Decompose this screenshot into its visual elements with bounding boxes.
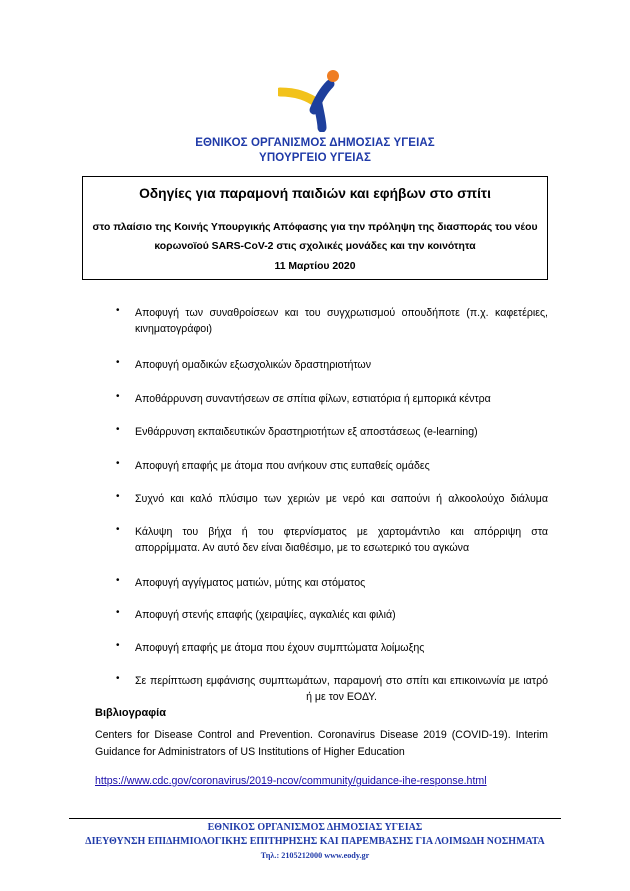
bullet-icon: •: [116, 640, 120, 651]
list-item-text: Κάλυψη του βήχα ή του φτερνίσματος με χαρτομάντιλο και απόρριψη στα: [135, 526, 548, 538]
footer-department: ΔΙΕΥΘΥΝΣΗ ΕΠΙΔΗΜΙΟΛΟΓΙΚΗΣ ΕΠΙΤΗΡΗΣΗΣ ΚΑΙ ΠΑΡΕΜΒΑΣΗΣ ΓΙΑ ΛΟΙΜΩΔΗ ΝΟΣΗΜΑΤΑ: [85, 836, 545, 847]
subtitle-line-2: κορωνοϊού SARS-CoV-2 στις σχολικές μονάδες και την κοινότητα: [154, 241, 476, 252]
bullet-icon: •: [116, 524, 120, 535]
footer-contact: Τηλ.: 2105212000 www.eody.gr: [260, 851, 370, 860]
list-item-text: Αποφυγή στενής επαφής (χειραψίες, αγκαλιές και φιλιά): [135, 609, 396, 621]
list-item-text: Αποφυγή επαφής με άτομα που έχουν συμπτώματα λοίμωξης: [135, 642, 425, 654]
bullet-icon: •: [116, 607, 120, 618]
bullet-icon: •: [116, 424, 120, 435]
bibliography-reference: [95, 727, 548, 761]
ministry-title: ΥΠΟΥΡΓΕΙΟ ΥΓΕΙΑΣ: [259, 152, 371, 164]
document-title: Οδηγίες για παραμονή παιδιών και εφήβων στο σπίτι: [139, 186, 491, 201]
footer-divider: [69, 818, 561, 819]
list-item-text: απορρίμματα. Αν αυτό δεν είναι διαθέσιμο, με το εσωτερικό του αγκώνα: [135, 542, 470, 554]
reference-link[interactable]: https://www.cdc.gov/coronavirus/2019-ncov/community/guidance-ihe-response.html: [95, 775, 487, 787]
list-item-text: Σε περίπτωση εμφάνισης συμπτωμάτων, παραμονή στο σπίτι και επικοινωνία με ιατρό: [135, 675, 548, 687]
bullet-icon: •: [116, 305, 120, 316]
bullet-icon: •: [116, 673, 120, 684]
reference-line: Centers for Disease Control and Prevention. Coronavirus Disease 2019 (COVID-19). Interim: [95, 729, 548, 741]
list-item-text: Αποθάρρυνση συναντήσεων σε σπίτια φίλων, εστιατόρια ή εμπορικά κέντρα: [135, 393, 491, 405]
bullet-icon: •: [116, 491, 120, 502]
title-box: [82, 176, 548, 280]
document-date: 11 Μαρτίου 2020: [274, 261, 356, 272]
list-item-text: Αποφυγή των συναθροίσεων και του συγχρωτισμού οπουδήποτε (π.χ. καφετέριες,: [135, 307, 548, 319]
list-item-text: Αποφυγή επαφής με άτομα που ανήκουν στις ευπαθείς ομάδες: [135, 460, 430, 472]
bibliography-heading: Βιβλιογραφία: [95, 707, 166, 719]
list-item-text: Αποφυγή ομαδικών εξωσχολικών δραστηριοτήτων: [135, 359, 371, 371]
subtitle-line-1: στο πλαίσιο της Κοινής Υπουργικής Απόφασης για την πρόληψη της διασποράς του νέου: [92, 222, 538, 233]
list-item-text: ή με τον ΕΟΔΥ.: [306, 691, 377, 703]
list-item-text: Ενθάρρυνση εκπαιδευτικών δραστηριοτήτων εξ αποστάσεως (e-learning): [135, 426, 478, 438]
bullet-icon: •: [116, 357, 120, 368]
org-title: ΕΘΝΙΚΟΣ ΟΡΓΑΝΙΣΜΟΣ ΔΗΜΟΣΙΑΣ ΥΓΕΙΑΣ: [195, 137, 435, 149]
bullet-icon: •: [116, 575, 120, 586]
bullet-icon: •: [116, 458, 120, 469]
document-subtitle: [83, 218, 547, 256]
eody-logo-icon: [278, 70, 348, 132]
footer-org: ΕΘΝΙΚΟΣ ΟΡΓΑΝΙΣΜΟΣ ΔΗΜΟΣΙΑΣ ΥΓΕΙΑΣ: [207, 822, 423, 833]
list-item-text: Συχνό και καλό πλύσιμο των χεριών με νερό και σαπούνι ή αλκοολούχο διάλυμα: [135, 493, 548, 505]
reference-line: Guidance for Administrators of US Institutions of Higher Education: [95, 746, 405, 758]
list-item-text: κινηματογράφοι): [135, 323, 213, 335]
list-item-text: Αποφυγή αγγίγματος ματιών, μύτης και στόματος: [135, 577, 366, 589]
bullet-icon: •: [116, 391, 120, 402]
